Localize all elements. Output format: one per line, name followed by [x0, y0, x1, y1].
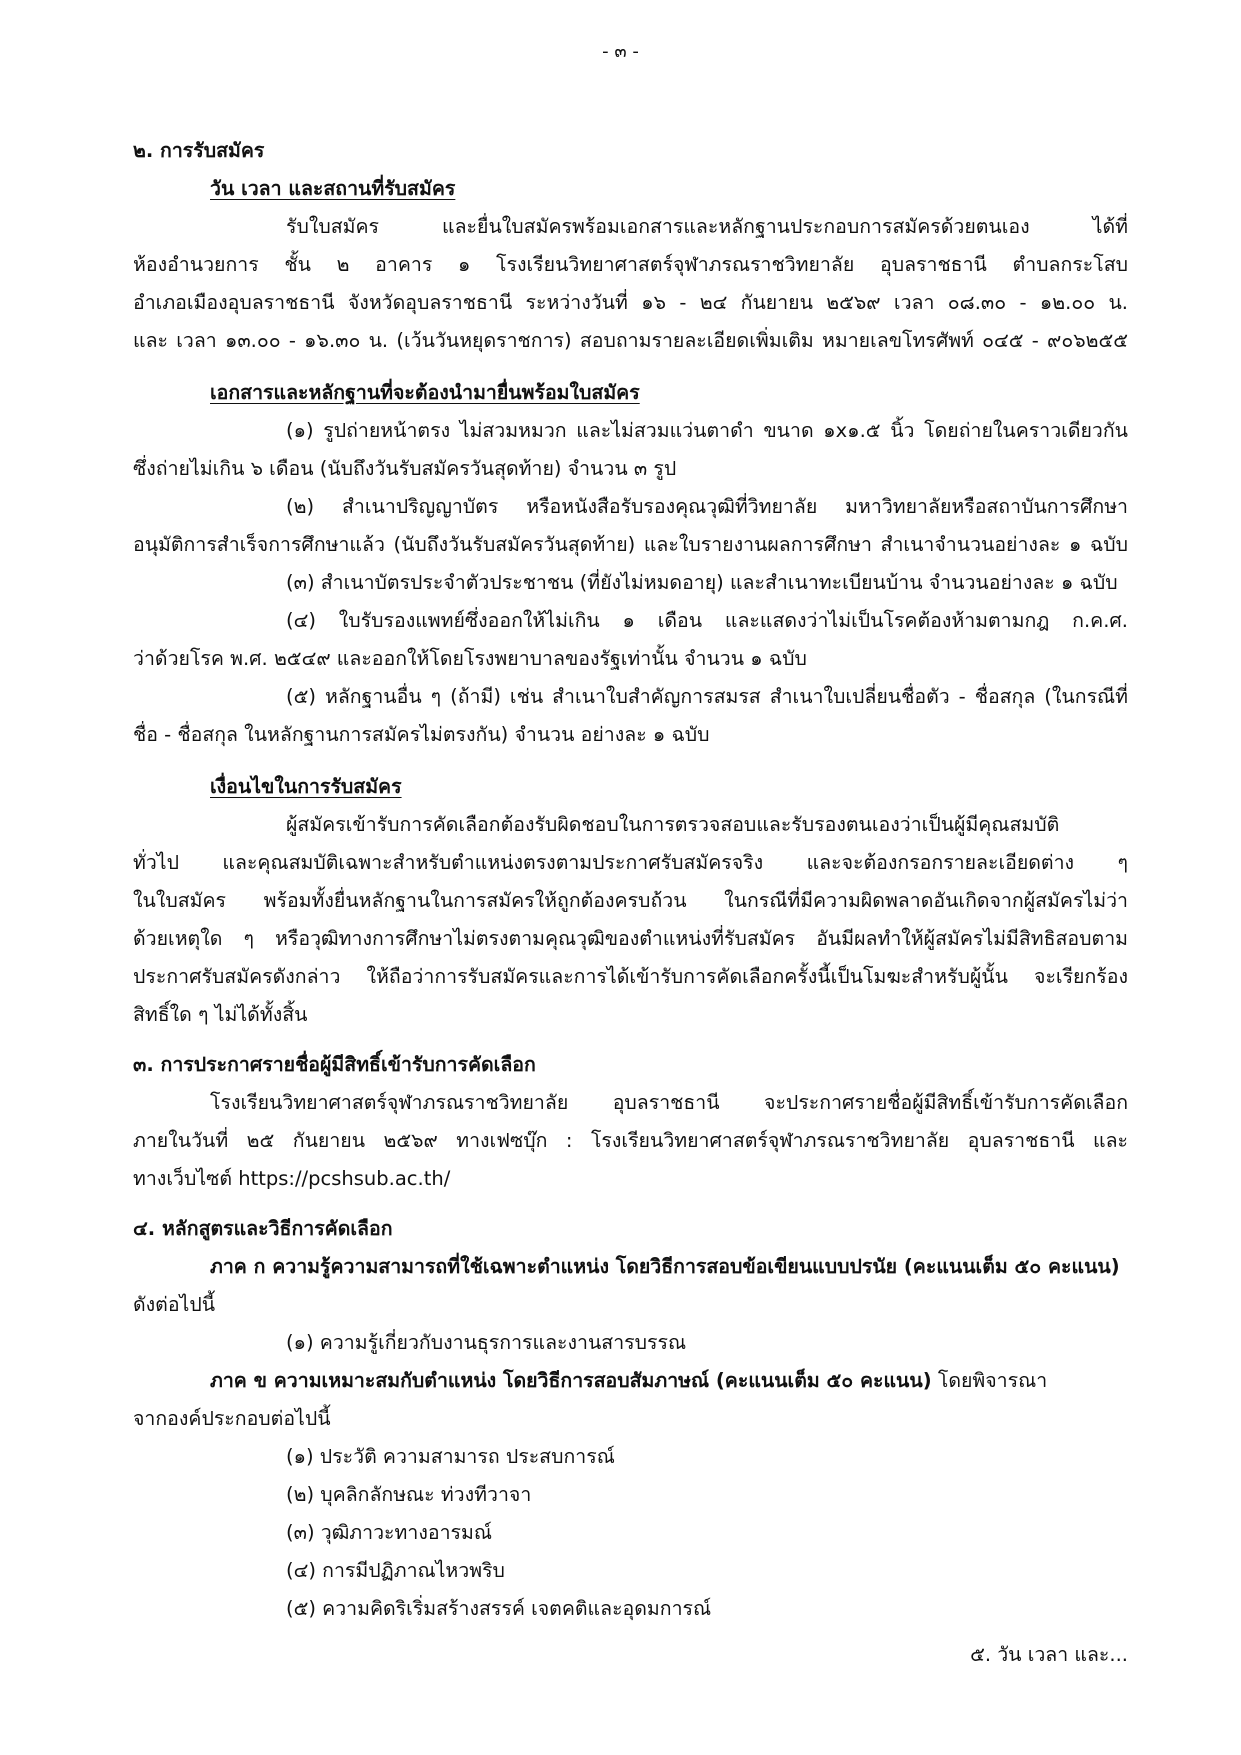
section-2-subheading-schedule: วัน เวลา และสถานที่รับสมัคร: [210, 177, 456, 200]
document-item-continuation: ว่าด้วยโรค พ.ศ. ๒๕๔๙ และออกให้โดยโรงพยาบาลของรัฐเท่านั้น จำนวน ๑ ฉบับ: [133, 647, 807, 670]
paragraph-line: โรงเรียนวิทยาศาสตร์จุฬาภรณราชวิทยาลัย อุบลราชธานี จะประกาศรายชื่อผู้มีสิทธิ์เข้ารับการคัดเลือก: [210, 1091, 1128, 1114]
document-item: (๔) ใบรับรองแพทย์ซึ่งออกให้ไม่เกิน ๑ เดือน และแสดงว่าไม่เป็นโรคต้องห้ามตามกฎ ก.ค.ศ.: [286, 609, 1128, 632]
part-b-heading-line: [210, 1366, 1128, 1396]
part-b-continuation: จากองค์ประกอบต่อไปนี้: [133, 1407, 331, 1430]
paragraph-line: และ เวลา ๑๓.๐๐ - ๑๖.๓๐ น. (เว้นวันหยุดราชการ) สอบถามรายละเอียดเพิ่มเติม หมายเลขโทรศัพท์ ๐๔๕ - ๙๐๖๒๕๕: [133, 329, 1128, 352]
paragraph-line: ห้องอำนวยการ ชั้น ๒ อาคาร ๑ โรงเรียนวิทยาศาสตร์จุฬาภรณราชวิทยาลัย อุบลราชธานี ตำบลกระโสบ: [133, 253, 1128, 276]
paragraph-line: อำเภอเมืองอุบลราชธานี จังหวัดอุบลราชธานี ระหว่างวันที่ ๑๖ - ๒๔ กันยายน ๒๕๖๙ เวลา ๐๘.๓๐ - ๑๒.๐๐ น.: [133, 291, 1128, 314]
document-item-continuation: ซึ่งถ่ายไม่เกิน ๖ เดือน (นับถึงวันรับสมัครวันสุดท้าย) จำนวน ๓ รูป: [133, 457, 677, 480]
section-4-heading: ๔. หลักสูตรและวิธีการคัดเลือก: [133, 1217, 393, 1240]
paragraph-line: ภายในวันที่ ๒๕ กันยายน ๒๕๖๙ ทางเฟซบุ๊ก : โรงเรียนวิทยาศาสตร์จุฬาภรณราชวิทยาลัย อุบลราชธานี และ: [133, 1129, 1128, 1152]
section-2-heading: ๒. การรับสมัคร: [133, 139, 265, 162]
part-b-heading: ภาค ข ความเหมาะสมกับตำแหน่ง โดยวิธีการสอบสัมภาษณ์ (คะแนนเต็ม ๕๐ คะแนน): [210, 1369, 932, 1392]
paragraph-line: ผู้สมัครเข้ารับการคัดเลือกต้องรับผิดชอบในการตรวจสอบและรับรองตนเองว่าเป็นผู้มีคุณสมบัติ: [286, 813, 1060, 836]
paragraph-line: ทั่วไป และคุณสมบัติเฉพาะสำหรับตำแหน่งตรงตามประกาศรับสมัครจริง และจะต้องกรอกรายละเอียดต่าง ๆ: [133, 851, 1128, 874]
paragraph-line: ประกาศรับสมัครดังกล่าว ให้ถือว่าการรับสมัครและการได้เข้ารับการคัดเลือกครั้งนี้เป็นโมฆะสำหรับผู้นั้น จะเรียกร้อง: [133, 965, 1128, 988]
part-a-item: (๑) ความรู้เกี่ยวกับงานธุรการและงานสารบรรณ: [286, 1331, 687, 1354]
section-2-subheading-documents: เอกสารและหลักฐานที่จะต้องนำมายื่นพร้อมใบสมัคร: [210, 381, 640, 404]
part-b-item: (๒) บุคลิกลักษณะ ท่วงทีวาจา: [286, 1483, 532, 1506]
section-3-heading: ๓. การประกาศรายชื่อผู้มีสิทธิ์เข้ารับการคัดเลือก: [133, 1053, 536, 1076]
part-a-continuation: ดังต่อไปนี้: [133, 1293, 216, 1316]
paragraph-line: รับใบสมัคร และยื่นใบสมัครพร้อมเอกสารและหลักฐานประกอบการสมัครด้วยตนเอง ได้ที่: [286, 215, 1128, 238]
document-item: (๕) หลักฐานอื่น ๆ (ถ้ามี) เช่น สำเนาใบสำคัญการสมรส สำเนาใบเปลี่ยนชื่อตัว - ชื่อสกุล (ในกรณีที่: [286, 685, 1128, 708]
paragraph-line: ทางเว็บไซต์ https://pcshsub.ac.th/: [133, 1167, 451, 1190]
part-a-heading: ภาค ก ความรู้ความสามารถที่ใช้เฉพาะตำแหน่ง โดยวิธีการสอบข้อเขียนแบบปรนัย (คะแนนเต็ม ๕๐ คะแนน): [210, 1255, 1120, 1278]
document-item: (๒) สำเนาปริญญาบัตร หรือหนังสือรับรองคุณวุฒิที่วิทยาลัย มหาวิทยาลัยหรือสถาบันการศึกษา: [286, 495, 1128, 518]
part-b-item: (๓) วุฒิภาวะทางอารมณ์: [286, 1521, 492, 1544]
document-item: (๑) รูปถ่ายหน้าตรง ไม่สวมหมวก และไม่สวมแว่นตาดำ ขนาด ๑x๑.๕ นิ้ว โดยถ่ายในคราวเดียวกัน: [286, 419, 1128, 442]
part-b-item: (๕) ความคิดริเริ่มสร้างสรรค์ เจตคติและอุดมการณ์: [286, 1597, 712, 1620]
paragraph-line: สิทธิ์ใด ๆ ไม่ได้ทั้งสิ้น: [133, 1003, 308, 1026]
document-item-continuation: อนุมัติการสำเร็จการศึกษาแล้ว (นับถึงวันรับสมัครวันสุดท้าย) และใบรายงานผลการศึกษา สำเนาจำนวนอย่างละ ๑ ฉบับ: [133, 533, 1128, 556]
part-b-item: (๔) การมีปฏิภาณไหวพริบ: [286, 1559, 505, 1582]
document-item: (๓) สำเนาบัตรประจำตัวประชาชน (ที่ยังไม่หมดอายุ) และสำเนาทะเบียนบ้าน จำนวนอย่างละ ๑ ฉบับ: [286, 571, 1118, 594]
document-item-continuation: ชื่อ - ชื่อสกุล ในหลักฐานการสมัครไม่ตรงกัน) จำนวน อย่างละ ๑ ฉบับ: [133, 723, 710, 746]
continuation-note: ๕. วัน เวลา และ...: [970, 1643, 1128, 1666]
paragraph-line: ด้วยเหตุใด ๆ หรือวุฒิทางการศึกษาไม่ตรงตามคุณวุฒิของตำแหน่งที่รับสมัคร อันมีผลทำให้ผู้สมัครไม่มีสิทธิสอบตาม: [133, 927, 1128, 950]
paragraph-line: ในใบสมัคร พร้อมทั้งยื่นหลักฐานในการสมัครให้ถูกต้องครบถ้วน ในกรณีที่มีความผิดพลาดอันเกิดจากผู้สมัครไม่ว่า: [133, 889, 1128, 912]
section-2-subheading-conditions: เงื่อนไขในการรับสมัคร: [210, 775, 402, 798]
part-b-heading-tail: โดยพิจารณา: [931, 1369, 1048, 1392]
part-b-item: (๑) ประวัติ ความสามารถ ประสบการณ์: [286, 1445, 615, 1468]
page-number: - ๓ -: [602, 41, 639, 62]
